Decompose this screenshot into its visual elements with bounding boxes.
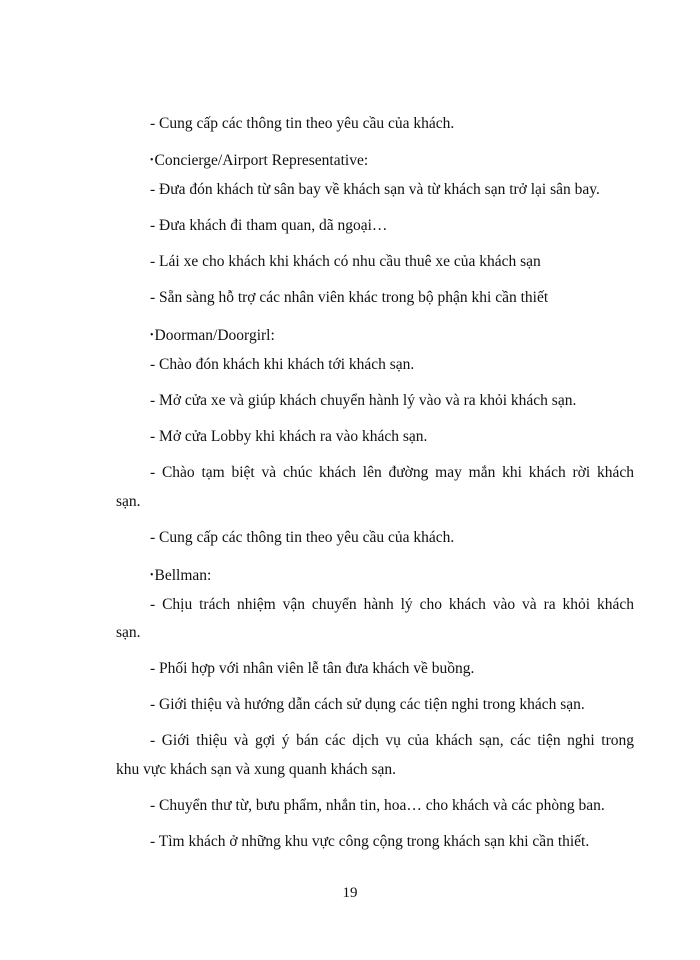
text-line-continuation: khu vực khách sạn và xung quanh khách sạn. — [116, 761, 397, 778]
bullet-heading-concierge — [150, 151, 368, 171]
bullet-icon: • — [150, 330, 154, 341]
text-line: - Mở cửa xe và giúp khách chuyển hành lý vào và ra khỏi khách sạn. — [150, 392, 577, 409]
text-line: - Lái xe cho khách khi khách có nhu cầu thuê xe của khách sạn — [150, 253, 541, 270]
text-line-continuation: sạn. — [116, 624, 141, 641]
text-line-continuation: sạn. — [116, 493, 141, 510]
text-line: - Chuyển thư từ, bưu phẩm, nhắn tin, hoa… cho khách và các phòng ban. — [150, 797, 605, 814]
text-line: - Giới thiệu và hướng dẫn cách sử dụng các tiện nghi trong khách sạn. — [150, 696, 585, 713]
text-line: - Tìm khách ở những khu vực công cộng trong khách sạn khi cần thiết. — [150, 833, 590, 850]
bullet-heading-doorman — [150, 326, 275, 346]
bullet-icon: • — [150, 155, 154, 166]
text-line: - Phối hợp với nhân viên lễ tân đưa khách về buồng. — [150, 660, 475, 677]
text-line: - Cung cấp các thông tin theo yêu cầu của khách. — [150, 529, 455, 546]
bullet-icon: • — [150, 570, 154, 581]
text-line: - Chào tạm biệt và chúc khách lên đường may mắn khi khách rời khách — [150, 464, 634, 481]
heading-text: Bellman: — [154, 567, 212, 584]
heading-text: Doorman/Doorgirl: — [154, 327, 275, 344]
text-line: - Sẵn sàng hỗ trợ các nhân viên khác trong bộ phận khi cần thiết — [150, 289, 549, 306]
text-line: - Đưa đón khách từ sân bay về khách sạn và từ khách sạn trở lại sân bay. — [150, 181, 600, 198]
text-line: - Chịu trách nhiệm vận chuyển hành lý cho khách vào và ra khỏi khách — [150, 596, 634, 613]
text-line: - Cung cấp các thông tin theo yêu cầu của khách. — [150, 115, 455, 132]
heading-text: Concierge/Airport Representative: — [154, 152, 369, 169]
bullet-heading-bellman — [150, 566, 211, 586]
page-number: 19 — [342, 885, 358, 901]
text-line: - Chào đón khách khi khách tới khách sạn. — [150, 356, 415, 373]
text-line: - Giới thiệu và gợi ý bán các dịch vụ của khách sạn, các tiện nghi trong — [150, 732, 634, 749]
text-line: - Đưa khách đi tham quan, dã ngoại… — [150, 217, 388, 234]
text-line: - Mở cửa Lobby khi khách ra vào khách sạn. — [150, 428, 428, 445]
